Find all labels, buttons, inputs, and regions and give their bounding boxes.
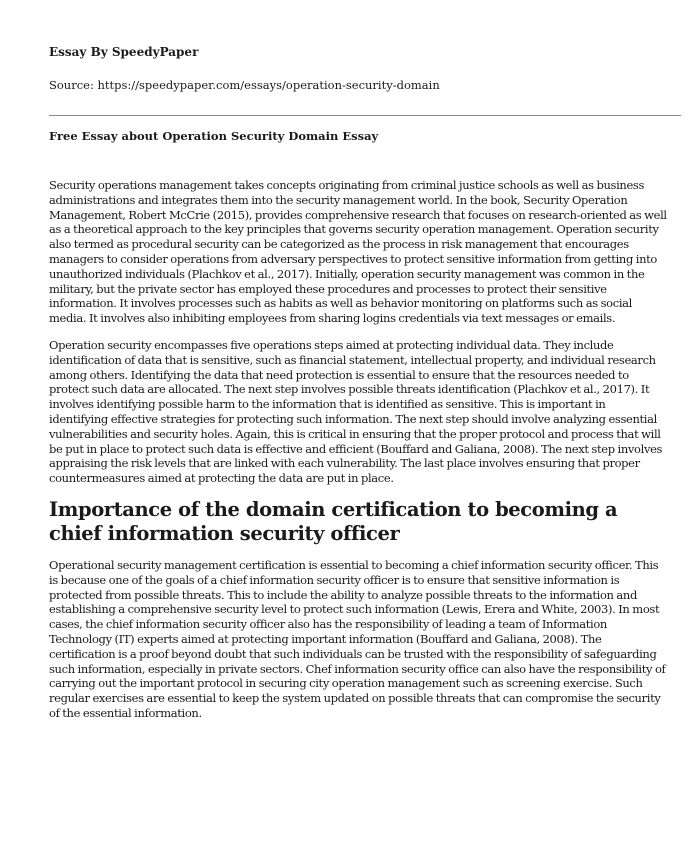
essay-paragraph-1: Security operations management takes concepts originating from criminal justice schools as well as business administrations and integrates them into the security management world. In the book, Security Operation Management, Robert McCrie (2015), provides comprehensive research that focuses on research-oriented as well as a theoretical approach to the key principles that governs security operation management. Operation security also termed as procedural security can be categorized as the process in risk management that encourages managers to consider operations from adversary perspectives to protect sensitive information from getting into unauthorized individuals (Plachkov et al., 2017). Initially, operation security management was common in the military, but the private sector has employed these procedures and processes to protect their sensitive information. It involves processes such as habits as well as behavior monitoring on platforms such as social media. It involves also inhibiting employees from sharing logins credentials via text messages or emails.: [49, 178, 667, 326]
section-paragraph: Operational security management certification is essential to becoming a chief information security officer. This is because one of the goals of a chief information security officer is to ensure that sensitive information is protected from possible threats. This to include the ability to analyze possible threats to the information and establishing a comprehensive security level to protect such information (Lewis, Erera and White, 2003). In most cases, the chief information security officer also has the responsibility of leading a team of Information Technology (IT) experts aimed at protecting important information (Bouffard and Galiana, 2008). The certification is a proof beyond doubt that such individuals can be trusted with the responsibility of safeguarding such information, especially in private sectors. Chef information security office can also have the responsibility of carrying out the important protocol in securing city operation management such as screening exercise. Such regular exercises are essential to keep the system updated on possible threats that can compromise the security of the essential information.: [49, 557, 666, 720]
header-divider: [49, 115, 681, 116]
essay-title: Free Essay about Operation Security Domain Essay: [49, 129, 379, 143]
section-heading: Importance of the domain certification to becoming a chief information security officer: [49, 497, 618, 545]
brand-label: Essay By SpeedyPaper: [49, 45, 199, 59]
document-header: [49, 0, 667, 93]
source-line: Source: https://speedypaper.com/essays/operation-security-domain: [49, 78, 440, 92]
essay-paragraph-2: Operation security encompasses five operations steps aimed at protecting individual data. They include identification of data that is sensitive, such as financial statement, intellectual property, and individual research among others. Identifying the data that need protection is essential to ensure that the resources needed to protect such data are allocated. The next step involves possible threats identification (Plachkov et al., 2017). It involves identifying possible harm to the information that is identified as sensitive. This is important in identifying effective strategies for protecting such information. The next step should involve analyzing essential vulnerabilities and security holes. Again, this is critical in ensuring that the proper protocol and process that will be put in place to protect such data is effective and efficient (Bouffard and Galiana, 2008). The next step involves appraising the risk levels that are linked with each vulnerability. The last place involves ensuring that proper countermeasures aimed at protecting the data are put in place.: [49, 337, 663, 486]
